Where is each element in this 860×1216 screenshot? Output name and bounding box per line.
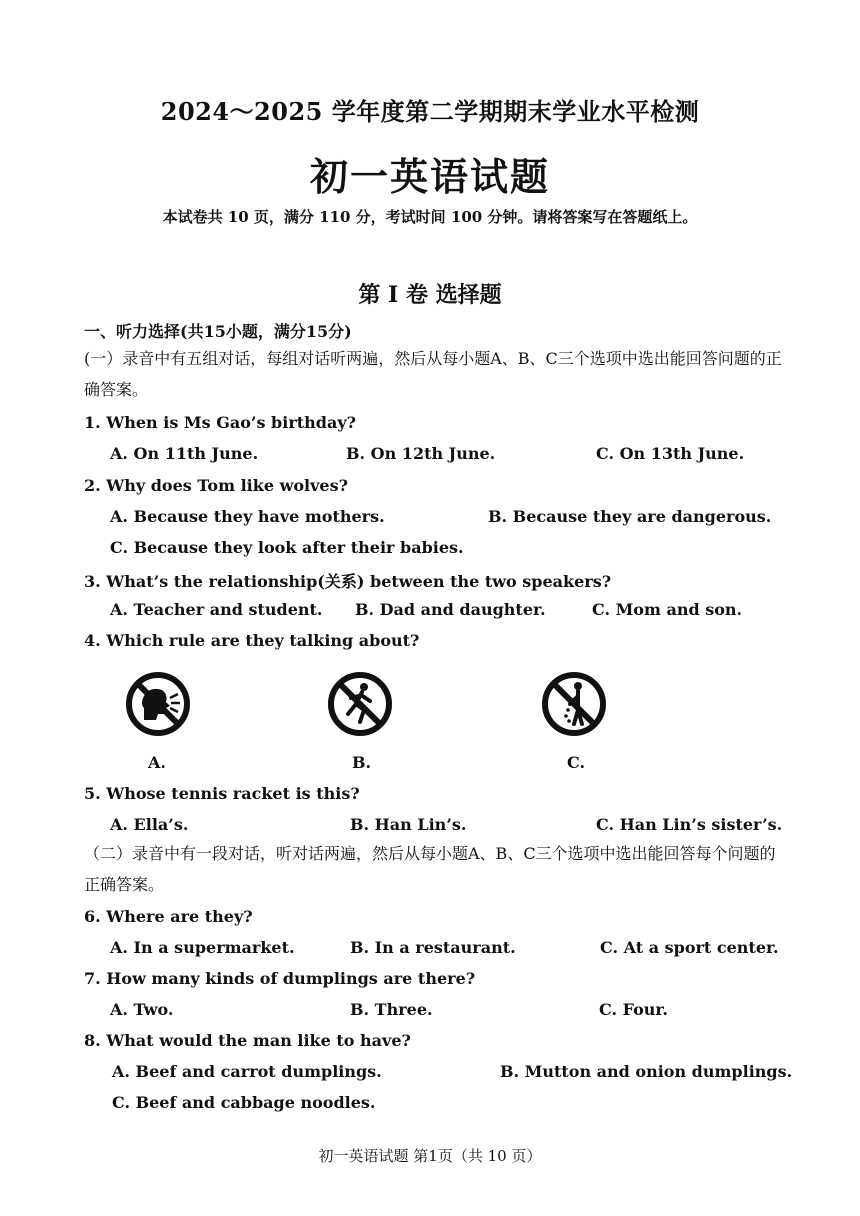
question-4-option-c: C. (567, 753, 586, 772)
question-7: 7. How many kinds of dumplings are there? (84, 969, 476, 988)
question-4-option-a: A. (148, 753, 166, 772)
exam-subtitle: 初一英语试题 (309, 154, 550, 199)
question-2-option-c: C. Because they look after their babies. (110, 538, 464, 557)
question-1: 1. When is Ms Gao’s birthday? (84, 413, 356, 432)
question-4-option-b: B. (352, 753, 372, 772)
volume-title: 第 Ⅰ 卷 选择题 (358, 282, 502, 308)
no-running-icon (326, 670, 394, 738)
page-footer: 初一英语试题 第1页（共 10 页） (318, 1147, 542, 1165)
part1-instruction: (一）录音中有五组对话，每组对话听两遍，然后从每小题A、B、C三个选项中选出能回答问题的正确答案。 (84, 349, 782, 399)
question-7-option-a: A. Two. (110, 1000, 174, 1019)
question-8-option-a: A. Beef and carrot dumplings. (112, 1062, 382, 1081)
exam-title: 2024～2025 学年度第二学期期末学业水平检测 (160, 97, 700, 126)
question-2-option-a: A. Because they have mothers. (110, 507, 385, 526)
question-1-option-a: A. On 11th June. (110, 444, 259, 463)
question-5-option-c: C. Han Lin’s sister’s. (596, 815, 783, 834)
part2-instruction: （二）录音中有一段对话，听对话两遍，然后从每小题A、B、C三个选项中选出能回答每个问题的正确答案。 (84, 844, 776, 894)
question-6: 6. Where are they? (84, 907, 253, 926)
question-3: 3. What’s the relationship(关系) between the two speakers? (84, 572, 612, 591)
question-3-option-c: C. Mom and son. (592, 600, 743, 619)
question-4: 4. Which rule are they talking about? (84, 631, 420, 650)
exam-notice: 本试卷共 10 页，满分 110 分，考试时间 100 分钟。请将答案写在答题纸上。 (162, 208, 698, 226)
question-5-option-a: A. Ella’s. (110, 815, 189, 834)
section-title: 一、听力选择(共15小题，满分15分) (84, 322, 352, 341)
question-5-option-b: B. Han Lin’s. (350, 815, 467, 834)
question-8: 8. What would the man like to have? (84, 1031, 411, 1050)
question-6-option-a: A. In a supermarket. (110, 938, 295, 957)
question-7-option-c: C. Four. (599, 1000, 668, 1019)
question-8-option-c: C. Beef and cabbage noodles. (112, 1093, 376, 1112)
no-littering-icon (540, 670, 608, 738)
question-3-option-b: B. Dad and daughter. (355, 600, 546, 619)
question-6-option-b: B. In a restaurant. (350, 938, 516, 957)
question-1-option-c: C. On 13th June. (596, 444, 745, 463)
question-2-option-b: B. Because they are dangerous. (488, 507, 772, 526)
question-2: 2. Why does Tom like wolves? (84, 476, 348, 495)
question-6-option-c: C. At a sport center. (600, 938, 779, 957)
question-5: 5. Whose tennis racket is this? (84, 784, 360, 803)
question-3-option-a: A. Teacher and student. (110, 600, 323, 619)
no-shouting-icon (124, 670, 192, 738)
question-1-option-b: B. On 12th June. (346, 444, 496, 463)
question-7-option-b: B. Three. (350, 1000, 433, 1019)
question-8-option-b: B. Mutton and onion dumplings. (500, 1062, 793, 1081)
